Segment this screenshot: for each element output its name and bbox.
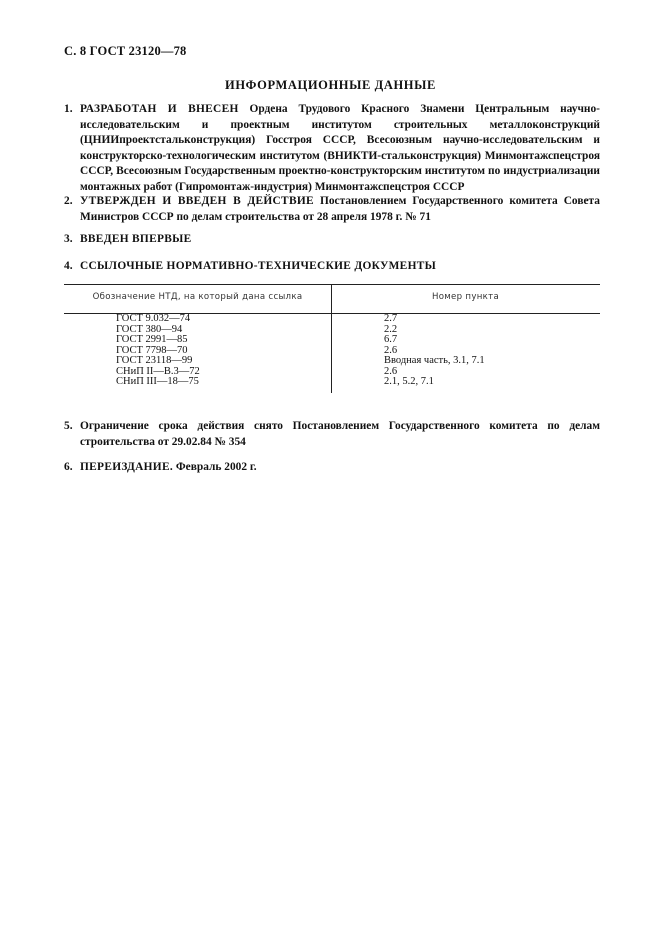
item-number: 6.: [64, 461, 73, 473]
item-text: [80, 102, 600, 196]
item-body: Февраль 2002 г.: [175, 461, 257, 473]
item-number: 3.: [64, 233, 73, 245]
item-text: [80, 259, 600, 275]
item-text: [80, 232, 600, 248]
point-cell: 6.7: [384, 334, 398, 345]
info-item-3: [64, 232, 600, 248]
doc-cell: ГОСТ 7798—70: [116, 344, 188, 356]
info-item-2: [64, 194, 600, 225]
page-header: С. 8 ГОСТ 23120—78: [64, 44, 187, 58]
table-row: [64, 335, 600, 346]
table-row: [64, 377, 600, 388]
item-caps: УТВЕРЖДЕН И ВВЕДЕН В ДЕЙСТВИЕ: [80, 195, 314, 207]
item-body: Постановлением Государственного комитета Совета Министров СССР по делам строительства от 28 апреля 1978 г. № 71: [80, 195, 600, 223]
point-cell: 2.1, 5.2, 7.1: [384, 376, 434, 387]
item-text: [80, 194, 600, 225]
info-item-6: [64, 460, 600, 476]
doc-cell: СНиП II—В.3—72: [116, 365, 200, 377]
info-item-4: [64, 259, 600, 275]
table-row: [64, 356, 600, 367]
item-number: 1.: [64, 103, 73, 115]
item-caps: ССЫЛОЧНЫЕ НОРМАТИВНО-ТЕХНИЧЕСКИЕ ДОКУМЕНТЫ: [80, 260, 437, 272]
info-item-1: [64, 102, 600, 196]
item-caps: РАЗРАБОТАН И ВНЕСЕН: [80, 103, 239, 115]
item-text: [80, 460, 600, 476]
doc-cell: ГОСТ 23118—99: [116, 355, 193, 366]
doc-cell: ГОСТ 2991—85: [116, 334, 188, 345]
doc-cell: ГОСТ 9.032—74: [116, 313, 191, 324]
item-number: 4.: [64, 260, 73, 272]
item-caps: ВВЕДЕН ВПЕРВЫЕ: [80, 233, 192, 245]
column-header-point: Номер пункта: [431, 292, 500, 302]
point-cell: 2.6: [384, 344, 398, 356]
item-body: Ордена Трудового Красного Знамени Центральным научно-исследовательским и проектным институтом строительных металлоконструкций (ЦНИИпроектстальконструкция) Госстроя СССР, Всесоюзным научно-исследовательским и конструкторско-технологическим институтом (ВНИКТИ-стальконструкция) Минмонтажспецстроя СССР, Всесоюзным Государственным проектно-конструкторским институтом по индустриализации монтажных работ (Гипромонтаж-индустрия) Минмонтажспецстроя СССР: [80, 103, 600, 193]
point-cell: 2.2: [384, 323, 398, 335]
item-body: Ограничение срока действия снято Постановлением Государственного комитета по делам строительства от 29.02.84 № 354: [80, 420, 600, 448]
section-title: ИНФОРМАЦИОННЫЕ ДАННЫЕ: [225, 78, 436, 92]
item-number: 5.: [64, 420, 73, 432]
item-caps: ПЕРЕИЗДАНИЕ.: [80, 461, 174, 473]
info-item-5: [64, 419, 600, 450]
item-number: 2.: [64, 195, 73, 207]
point-cell: Вводная часть, 3.1, 7.1: [384, 355, 485, 366]
point-cell: 2.6: [384, 365, 398, 377]
table-row: [64, 314, 600, 325]
doc-cell: ГОСТ 380—94: [116, 323, 183, 335]
column-header-document: Обозначение НТД, на который дана ссылка: [92, 292, 303, 302]
point-cell: 2.7: [384, 313, 398, 324]
doc-cell: СНиП III—18—75: [116, 376, 199, 387]
